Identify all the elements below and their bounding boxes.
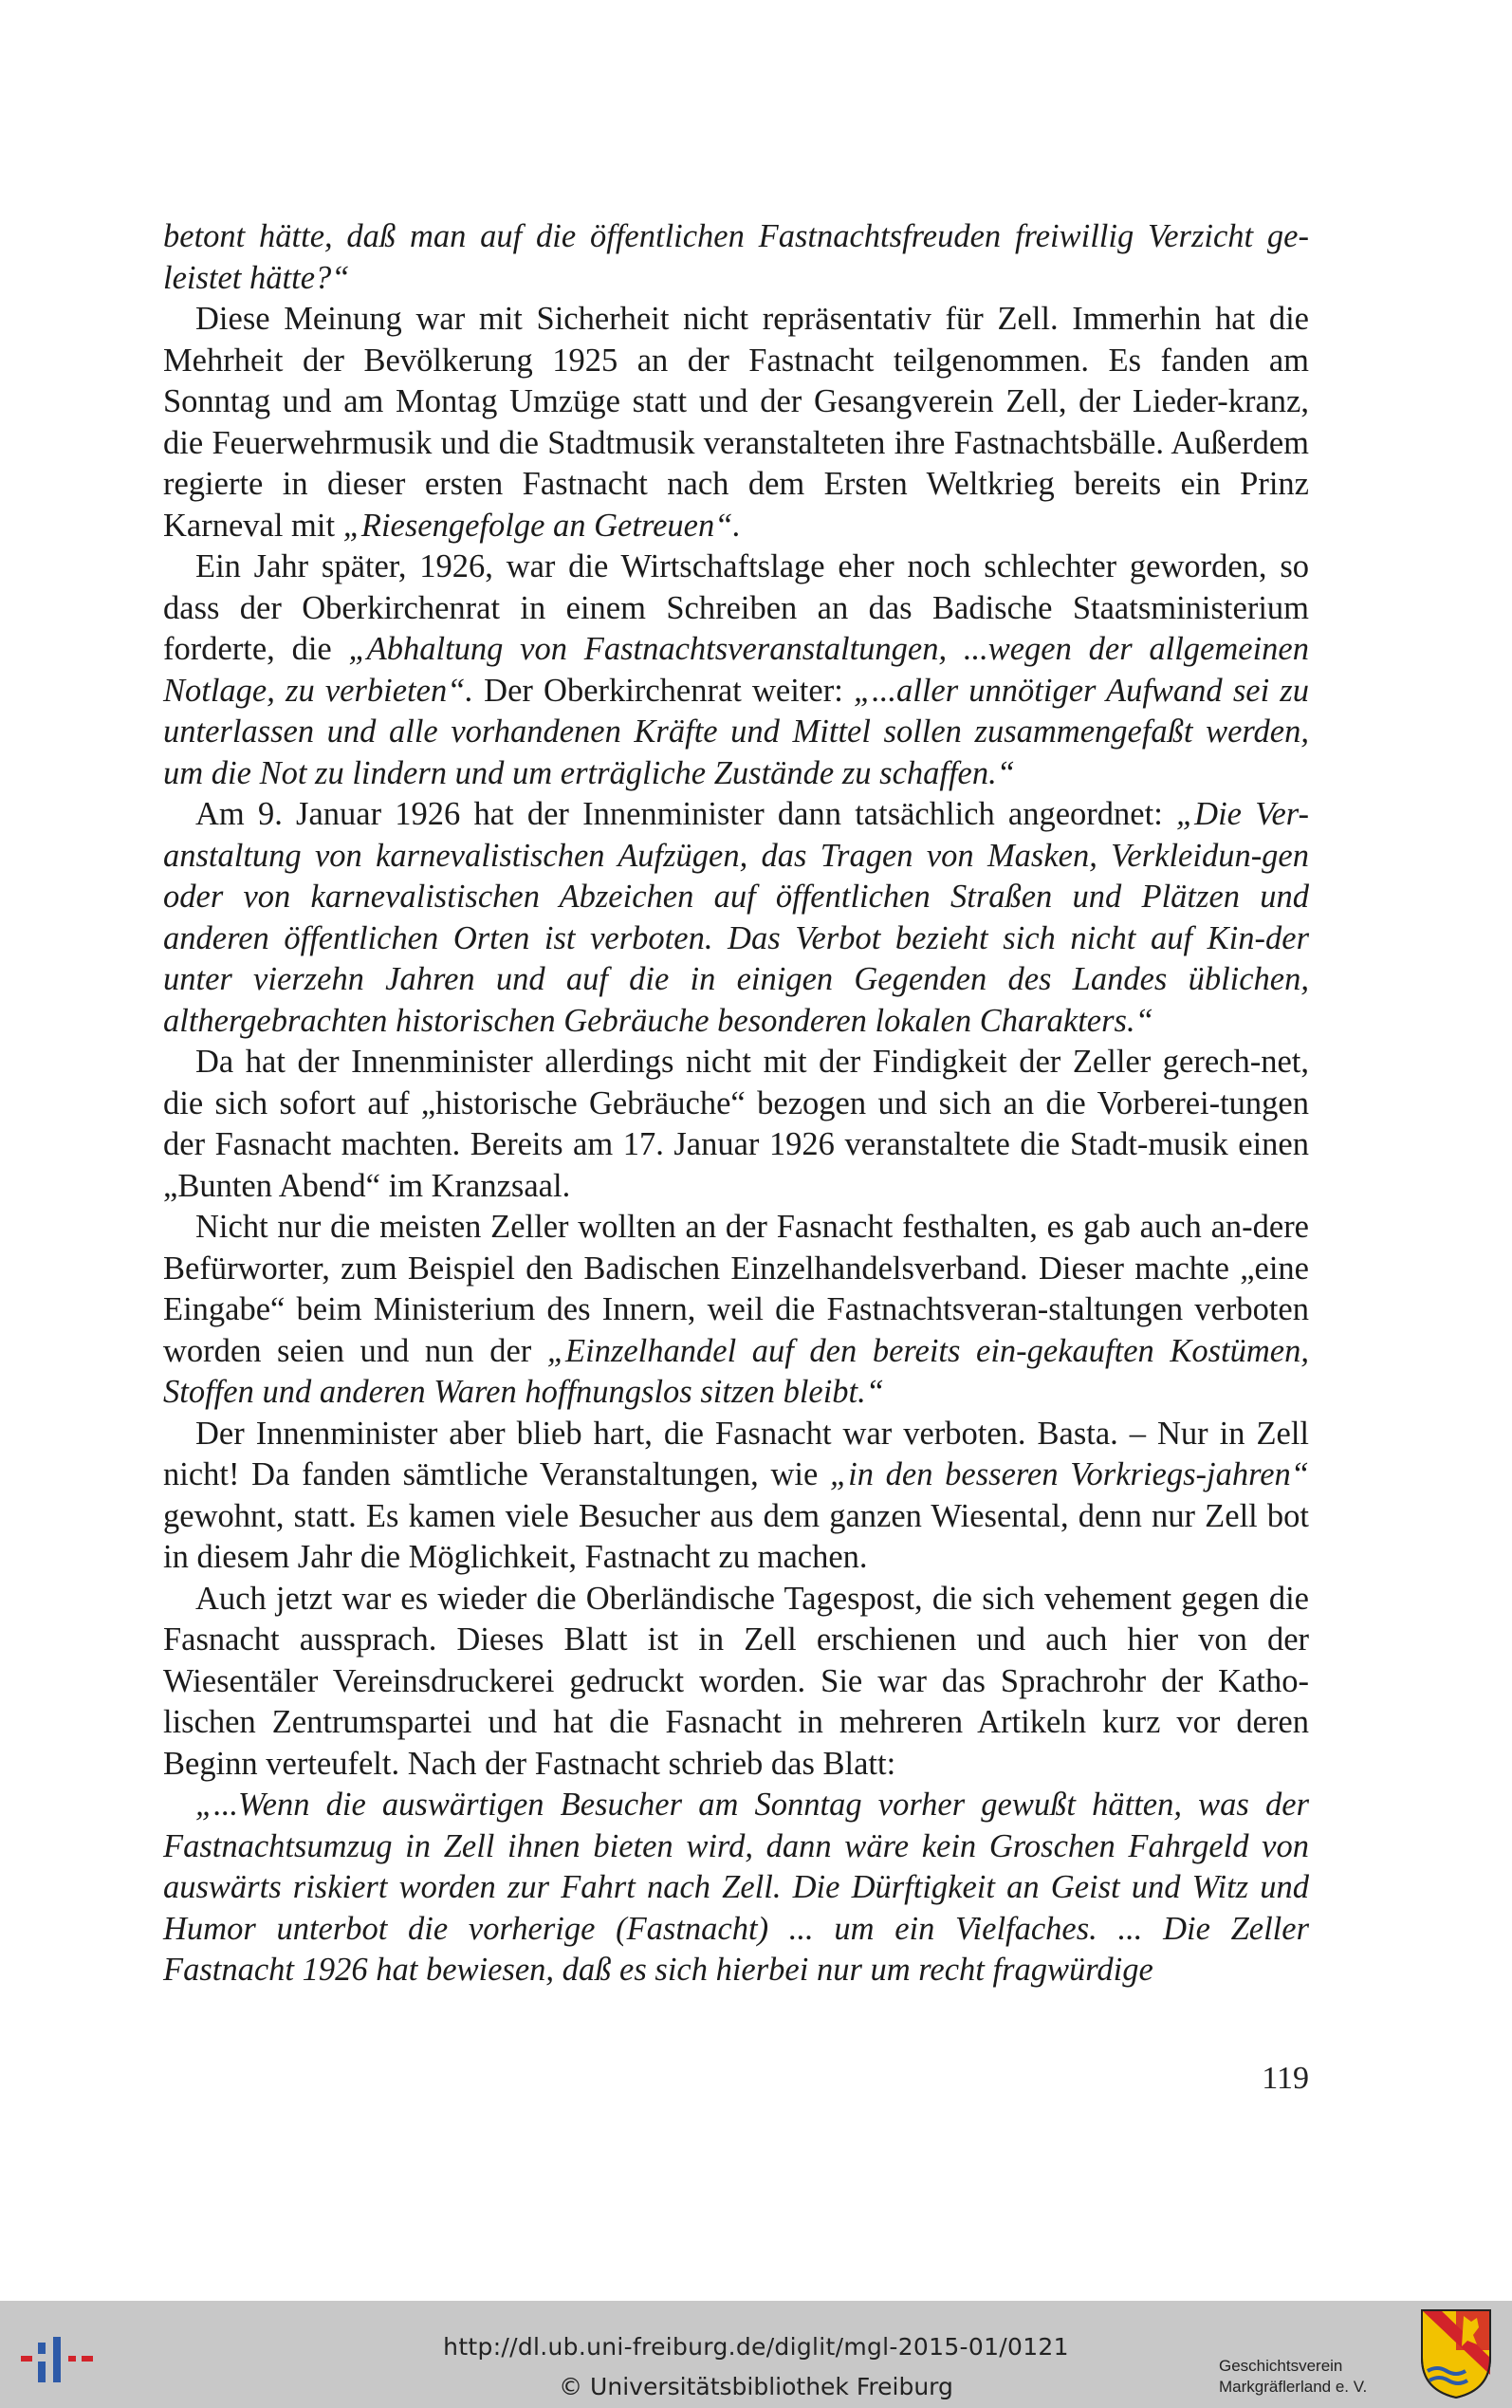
page-number: 119 (1262, 2061, 1309, 2096)
copyright-text: © Universitätsbibliothek Freiburg (559, 2373, 953, 2400)
paragraph: Diese Meinung war mit Sicherheit nicht repräsentativ für Zell. Immerhin hat die Mehrheit der Bevölkerung 1925 an der Fastnacht teilgenommen. Es fanden am Sonntag und am Montag Umzüge statt und der Gesangverein Zell, der Lieder-kranz, die Feuerwehrmusik und die Stadtmusik veranstalteten ihre Fastnachtsbälle. Außerdem regierte in dieser ersten Fastnacht nach dem Ersten Weltkrieg bereits ein Prinz Karneval mit „Riesengefolge an Getreuen“. (163, 301, 1309, 544)
society-name-line1: Geschichtsverein (1219, 2357, 1343, 2375)
paragraph: Der Innenminister aber blieb hart, die Fasnacht war verboten. Basta. – Nur in Zell nicht! Da fanden sämtliche Veranstaltungen, wie „in den besseren Vorkriegs-jahren“ gewohnt, statt. Es kamen viele Besucher aus dem ganzen Wiesental, denn nur Zell bot in diesem Jahr die Möglichkeit, Fastnacht zu machen. (163, 1415, 1309, 1575)
paragraph: betont hätte, daß man auf die öffentlichen Fastnachtsfreuden freiwillig Verzicht ge-leistet hätte?“ (163, 218, 1309, 296)
body-text (163, 216, 1309, 1991)
markgraeflerland-crest-icon[interactable] (1420, 2308, 1492, 2399)
society-name (1219, 2356, 1409, 2398)
paragraph: Auch jetzt war es wieder die Oberländische Tagespost, die sich vehement gegen die Fasnacht aussprach. Dieses Blatt ist in Zell erschienen und auch hier von der Wiesentäler Vereinsdruckerei gedruckt worden. Sie war das Sprachrohr der Katho-lischen Zentrumspartei und hat die Fasnacht in mehreren Artikeln kurz vor deren Beginn verteufelt. Nach der Fastnacht schrieb das Blatt: (163, 1580, 1309, 1782)
footer-bar (0, 2301, 1512, 2408)
paragraph: Am 9. Januar 1926 hat der Innenminister dann tatsächlich angeordnet: „Die Ver-anstaltung von karnevalistischen Aufzügen, das Tragen von Masken, Verkleidun-gen oder von karnevalistischen Abzeichen auf öffentlichen Straßen und Plätzen und anderen öffentlichen Orten ist verboten. Das Verbot bezieht sich nicht auf Kin-der unter vierzehn Jahren und auf die in einigen Gegenden des Landes üblichen, althergebrachten historischen Gebräuche besonderen lokalen Charakters.“ (163, 796, 1309, 1039)
paragraph: Da hat der Innenminister allerdings nicht mit der Findigkeit der Zeller gerech-net, die sich sofort auf „historische Gebräuche“ bezogen und sich an die Vorberei-tungen der Fasnacht machten. Bereits am 17. Januar 1926 veranstaltete die Stadt-musik einen „Bunten Abend“ im Kranzsaal. (163, 1044, 1309, 1204)
paragraph: Ein Jahr später, 1926, war die Wirtschaftslage eher noch schlechter geworden, so dass der Oberkirchenrat in einem Schreiben an das Badische Staatsministerium forderte, die „Abhaltung von Fastnachtsveranstaltungen, ...wegen der allgemeinen Notlage, zu verbieten“. Der Oberkirchenrat weiter: „...aller unnötiger Aufwand sei zu unterlassen und alle vorhandenen Kräfte und Mittel sollen zusammengefaßt werden, um die Not zu lindern und um erträgliche Zustände zu schaffen.“ (163, 548, 1309, 791)
paragraph: „...Wenn die auswärtigen Besucher am Sonntag vorher gewußt hätten, was der Fastnachtsumzug in Zell ihnen bieten wird, dann wäre kein Groschen Fahrgeld von auswärts riskiert worden zur Fahrt nach Zell. Die Dürftigkeit an Geist und Witz und Humor unterbot die vorherige (Fastnacht) ... um ein Vielfaches. ... Die Zeller Fastnacht 1926 hat bewiesen, daß es sich hierbei nur um recht fragwürdige (163, 1787, 1309, 1988)
paragraph: Nicht nur die meisten Zeller wollten an der Fasnacht festhalten, es gab auch an-dere Befürworter, zum Beispiel den Badischen Einzelhandelsverband. Dieser machte „eine Eingabe“ beim Ministerium des Innern, weil die Fastnachtsveran-staltungen verboten worden seien und nun der „Einzelhandel auf den bereits ein-gekauften Kostümen, Stoffen und anderen Waren hoffnungslos sitzen bleibt.“ (163, 1209, 1309, 1410)
society-name-line2: Markgräflerland e. V. (1219, 2378, 1368, 2396)
document-url-link[interactable]: http://dl.ub.uni-freiburg.de/diglit/mgl-2015-01/0121 (443, 2333, 1069, 2361)
